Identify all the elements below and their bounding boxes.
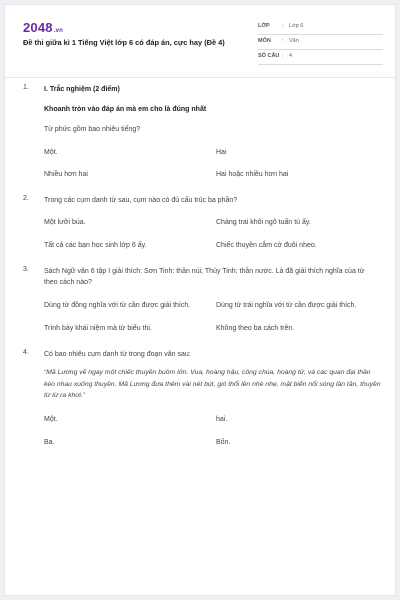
question-number: 4. [23,349,29,356]
header-divider [5,77,395,78]
section-instruction: Khoanh tròn vào đáp án mà em cho là đúng nhất [44,106,207,113]
meta-row-class [258,20,383,35]
answer-option[interactable]: hai. [216,416,228,423]
logo-text: 2048 [23,20,53,35]
meta-colon: : [282,53,284,59]
meta-row-subject [258,35,383,50]
question-text: Trong các cụm danh từ sau, cụm nào có đủ cấu trúc ba phần? [44,197,238,204]
meta-colon: : [282,38,284,44]
page-header [5,5,395,71]
answer-option[interactable]: Một. [44,149,58,156]
question-text: Có bao nhiêu cụm danh từ trong đoạn văn sau: [44,351,191,358]
answer-option[interactable]: Dùng từ đồng nghĩa với từ cần được giải thích. [44,302,191,309]
answer-option[interactable]: Một. [44,416,58,423]
answer-option[interactable]: Bốn. [216,439,231,446]
section-title: I. Trắc nghiệm (2 điểm) [44,86,120,93]
question-number: 3. [23,266,29,273]
answer-option[interactable]: Không theo ba cách trên. [216,325,295,332]
answer-option[interactable]: Chàng trai khôi ngô tuấn tú ấy. [216,219,311,226]
answer-option[interactable]: Trình bày khái niệm mà từ biểu thị. [44,325,152,332]
meta-value: Văn [289,38,299,44]
meta-row-count [258,50,383,65]
document-page [4,4,396,596]
answer-option[interactable]: Hai hoặc nhiều hơn hai [216,171,289,178]
answer-option[interactable]: Dùng từ trái nghĩa với từ cần được giải thích. [216,302,357,309]
answer-option[interactable]: Hai [216,149,227,156]
question-number: 1. [23,84,29,91]
logo-suffix: .vn [53,28,64,34]
question-text: Sách Ngữ văn 6 tập I giải thích: Sơn Tinh: thần núi; Thủy Tinh: thần nước. Là đã giải thích nghĩa của từ theo cách nào? [44,268,365,286]
meta-label: SỐ CÂU [258,53,280,59]
exam-title: Đề thi giữa kì 1 Tiếng Việt lớp 6 có đáp án, cực hay (Đề 4) [23,38,225,47]
answer-option[interactable]: Tất cả các bạn học sinh lớp 6 ấy. [44,242,147,249]
meta-colon: : [282,23,284,29]
meta-value: Lớp 6 [289,23,304,29]
meta-label: LỚP [258,23,270,29]
question-text: Từ phức gồm bao nhiêu tiếng? [44,126,141,133]
meta-value: 4 [289,53,293,59]
answer-option[interactable]: Chiếc thuyền cắm cờ đuôi nheo. [216,242,317,249]
answer-option[interactable]: Một lưỡi búa. [44,219,86,226]
answer-option[interactable]: Ba. [44,439,55,446]
quoted-passage: “Mã Lương vẽ ngay một chiếc thuyền buồm lớn. Vua, hoàng hậu, công chúa, hoàng tử, và các quan đại thần kéo nhau xuống thuyền. Mã Lương đưa thêm vài nét bút, gió thổi lên nhè nhẹ, mặt biển nổi sóng lăn tăn, thuyền từ từ ra khơi.” [44,369,381,399]
question-number: 2. [23,195,29,202]
meta-label: MÔN [258,38,271,44]
answer-option[interactable]: Nhiều hơn hai [44,171,88,178]
exam-meta [258,20,383,65]
site-logo[interactable] [23,20,63,35]
